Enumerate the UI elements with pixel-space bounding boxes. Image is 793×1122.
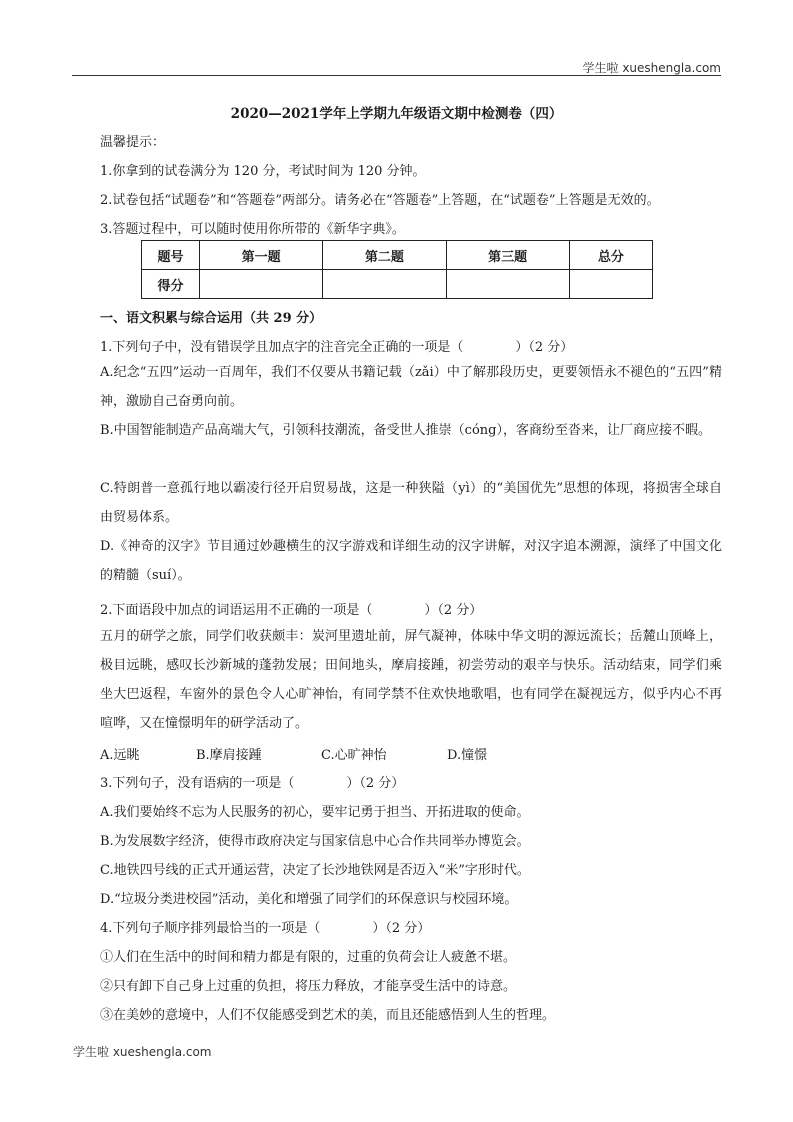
q2-option-b: B.摩肩接踵 xyxy=(196,748,262,763)
q2-option-a: A.远眺 xyxy=(100,748,140,763)
q4-stem: 4.下列句子顺序排列最恰当的一项是（ ）（2 分） xyxy=(100,921,431,936)
q3-stem: 3.下列句子，没有语病的一项是（ ）（2 分） xyxy=(100,776,405,791)
q1-option-a: A.纪念“五四”运动一百周年，我们不仅要从书籍记载（zǎi）中了解那段历史，更要领悟永不褪色的“五四”精神，激励自己奋勇向前。 xyxy=(100,365,722,409)
score-blank-cell[interactable] xyxy=(323,270,446,299)
score-header-cell: 第一题 xyxy=(200,241,323,270)
header-rule xyxy=(72,75,721,76)
header-brand: 学生啦 xueshengla.com xyxy=(582,61,721,75)
q1-stem: 1.下列句子中，没有错误学且加点字的注音完全正确的一项是（ ）（2 分） xyxy=(100,340,574,355)
score-blank-cell[interactable] xyxy=(569,270,652,299)
notes-heading: 温馨提示： xyxy=(100,135,166,150)
q4-sentence-2: ②只有卸下自己身上过重的负担，将压力释放，才能享受生活中的诗意。 xyxy=(100,979,517,994)
q3-option-b: B.为发展数字经济，使得市政府决定与国家信息中心合作共同举办博览会。 xyxy=(100,834,530,849)
q1-option-d: D.《神奇的汉字》节目通过妙趣横生的汉字游戏和详细生动的汉字讲解，对汉字追本溯源，演绎了中国文化的精髓（suí）。 xyxy=(100,539,722,583)
score-header-cell: 题号 xyxy=(142,241,200,270)
note-2: 2.试卷包括“试题卷”和“答题卷”两部分。请务必在“答题卷”上答题，在“试题卷”上答题是无效的。 xyxy=(100,193,660,208)
q2-option-d: D.憧憬 xyxy=(447,748,488,763)
q3-option-a: A.我们要始终不忘为人民服务的初心，要牢记勇于担当、开拓进取的使命。 xyxy=(100,805,530,820)
q2-stem: 2.下面语段中加点的词语运用不正确的一项是（ ）（2 分） xyxy=(100,603,483,618)
score-blank-cell[interactable] xyxy=(200,270,323,299)
score-table xyxy=(141,240,653,299)
q2-passage: 五月的研学之旅，同学们收获颇丰：炭河里遗址前，屏气凝神，体味中华文明的源远流长；岳麓山顶峰上，极目远眺，感叹长沙新城的蓬勃发展；田间地头，摩肩接踵，初尝劳动的艰辛与快乐。活动结束，同学们乘坐大巴返程，车窗外的景色令人心旷神怡，有同学禁不住欢快地歌唱，也有同学在凝视远方，似乎内心不再喧哗，又在憧憬明年的研学活动了。 xyxy=(100,629,722,731)
q2-option-c: C.心旷神怡 xyxy=(321,748,387,763)
note-1: 1.你拿到的试卷满分为 120 分，考试时间为 120 分钟。 xyxy=(100,164,426,179)
q4-sentence-3: ③在美妙的意境中，人们不仅能感受到艺术的美，而且还能感悟到人生的哲理。 xyxy=(100,1008,556,1023)
q1-option-c: C.特朗普一意孤行地以霸凌行径开启贸易战，这是一种狭隘（yì）的“美国优先”思想的体现，将损害全球自由贸易体系。 xyxy=(100,481,722,525)
q3-option-c: C.地铁四号线的正式开通运营，决定了长沙地铁网是否迈入“米”字形时代。 xyxy=(100,863,530,878)
note-3: 3.答题过程中，可以随时使用你所带的《新华字典》。 xyxy=(100,222,405,237)
score-blank-cell[interactable] xyxy=(446,270,569,299)
exam-title: 2020—2021学年上学期九年级语文期中检测卷（四） xyxy=(230,106,563,122)
score-table-score-row xyxy=(142,270,653,299)
q3-option-d: D.“垃圾分类进校园”活动，美化和增强了同学们的环保意识与校园环境。 xyxy=(100,892,518,907)
score-header-cell: 第二题 xyxy=(323,241,446,270)
score-header-cell: 第三题 xyxy=(446,241,569,270)
score-header-cell: 总分 xyxy=(569,241,652,270)
q4-sentence-1: ①人们在生活中的时间和精力都是有限的，过重的负荷会让人疲惫不堪。 xyxy=(100,950,517,965)
q1-option-b: B.中国智能制造产品高端大气，引领科技潮流，备受世人推崇（cóng），客商纷至沓来，让厂商应接不暇。 xyxy=(100,423,711,438)
score-row-label: 得分 xyxy=(142,270,200,299)
section-1-title: 一、语文积累与综合运用（共 29 分） xyxy=(100,311,323,326)
score-table-header-row xyxy=(142,241,653,270)
footer-brand: 学生啦 xueshengla.com xyxy=(73,1045,212,1059)
